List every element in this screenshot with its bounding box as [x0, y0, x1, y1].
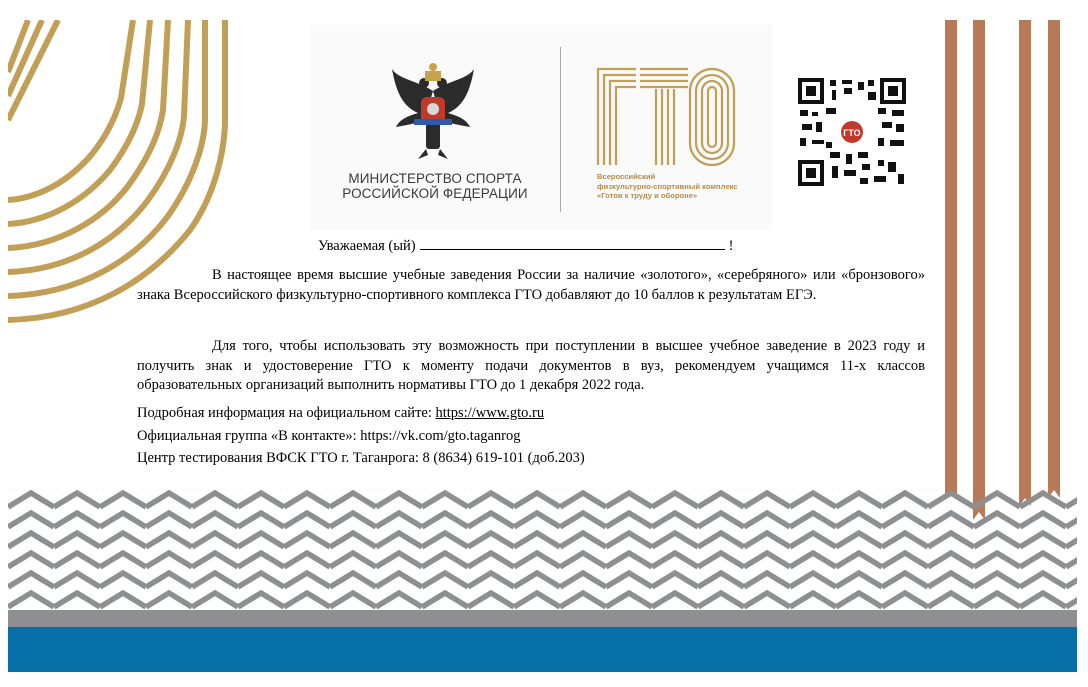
- ministry-line-1: МИНИСТЕРСТВО СПОРТА: [348, 171, 522, 186]
- qr-center-label: ГТО: [843, 128, 861, 138]
- greeting-salutation: Уважаемая (ый): [318, 238, 416, 254]
- name-blank-line: [420, 236, 725, 250]
- official-site-link[interactable]: https://www.gto.ru: [435, 405, 545, 421]
- info-vk-group: Официальная группа «В контакте»: https://vk.com/gto.taganrog: [137, 428, 521, 444]
- paragraph-ege-points: В настоящее время высшие учебные заведения России за наличие «золотого», «серебряного» или «бронзового» знака Всероссийского физкультурно-спортивного комплекса ГТО добавляют до 10 баллов к результатам ЕГЭ.: [137, 267, 925, 303]
- blue-band: [8, 627, 1077, 672]
- gto-logo-mark: [596, 67, 736, 167]
- ministry-logo-text: [310, 171, 560, 201]
- greeting-exclamation: !: [728, 238, 734, 254]
- gto-text-line-3: «Готов к труду и обороне»: [597, 191, 698, 200]
- gto-logo-text: [597, 172, 767, 201]
- russian-eagle-emblem-icon: [388, 61, 478, 161]
- decorative-copper-stripes: [940, 20, 1070, 530]
- info-testing-center: Центр тестирования ВФСК ГТО г. Таганрога: 8 (8634) 619-101 (доб.203): [137, 450, 585, 466]
- ministry-line-2: РОССИЙСКОЙ ФЕДЕРАЦИИ: [342, 186, 528, 201]
- decorative-zigzag-band: [8, 470, 1077, 612]
- qr-code-icon: [798, 78, 906, 186]
- paragraph-recommendation: Для того, чтобы использовать эту возможность при поступлении в высшее учебное заведение в 2023 году и получить знак и удостоверение ГТО к моменту подачи документов в вуз, рекомендуем учащимся 11-х классов образовательных организаций выполнить нормативы ГТО до 1 декабря 2022 года.: [137, 338, 925, 393]
- info-official-site: [137, 405, 544, 422]
- official-site-label: Подробная информация на официальном сайте:: [137, 405, 432, 421]
- gray-band: [8, 610, 1077, 627]
- letter-greeting: [318, 236, 733, 255]
- gto-text-line-1: Всероссийский: [597, 172, 656, 181]
- gto-text-line-2: физкультурно-спортивный комплекс: [597, 181, 738, 191]
- logo-divider: [560, 47, 561, 212]
- logo-card: [310, 25, 772, 230]
